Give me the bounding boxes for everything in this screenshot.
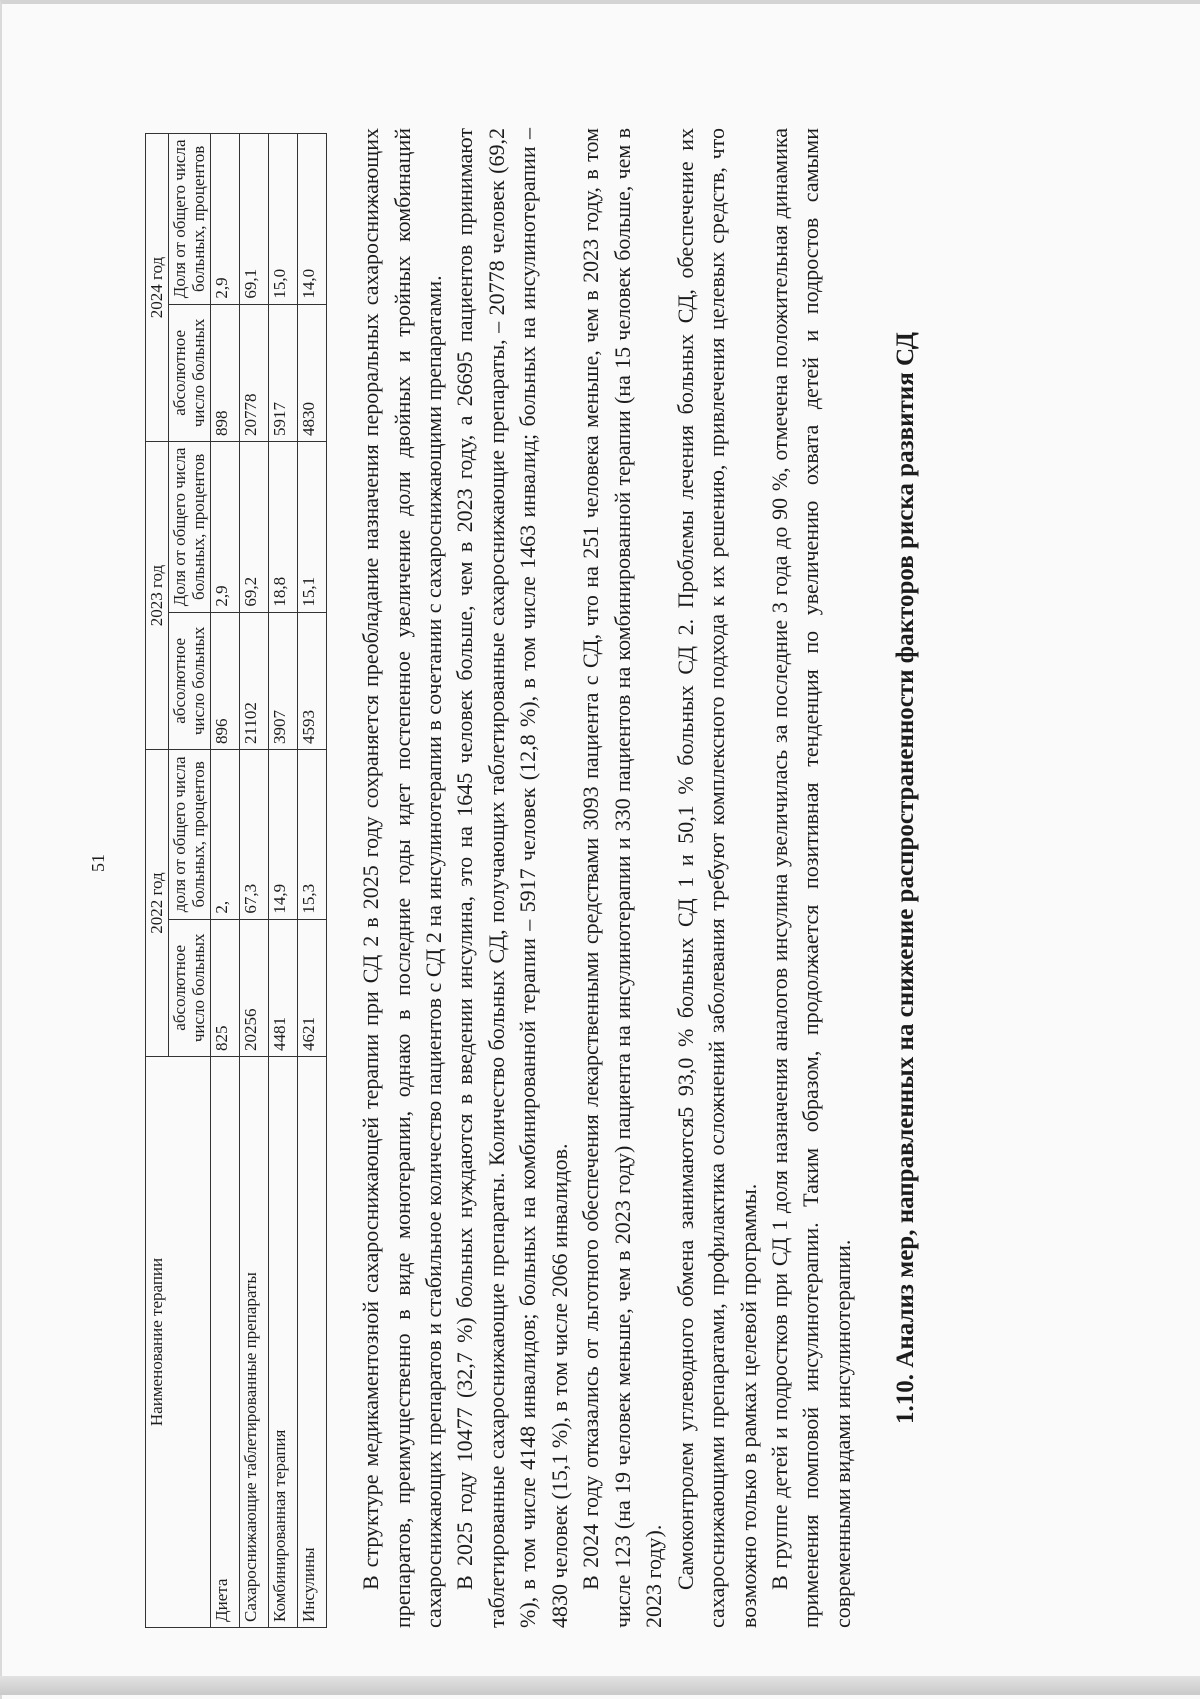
cell-value: 898 [211,304,240,441]
table-row [211,134,240,1628]
cell-value: 15,3 [298,750,327,920]
cell-value: 4593 [298,612,327,749]
subheader-absolute: абсолютное число больных [169,919,211,1056]
cell-value: 21102 [240,612,269,749]
paragraph: В 2025 году 10477 (32,7 %) больных нуждаются в введении инсулина, это на 1645 человек больше, чем в 2023 году, а 26695 пациентов принимают таблетированные сахароснижающие препараты. Количество больных СД, получающих таблетированные сахароснижающие препараты, – 20778 человек (69,2 %), в том числе 4148 инвалидов; больных на комбинированной терапии – 5917 человек (12,8 %), в том числе 1463 инвалид; больных на инсулинотерапии – 4830 человек (15,1 %), в том числе 2066 инвалидов. [452,128,572,1628]
page-number: 51 [88,854,108,872]
table-row [240,134,269,1628]
row-name: Комбинированная терапия [269,1057,298,1628]
cell-value: 14,0 [298,134,327,305]
scan-bottom-edge [0,1676,1200,1695]
cell-value: 2,9 [211,442,240,613]
table-row [298,134,327,1628]
paragraph: В 2024 году отказались от льготного обеспечения лекарственными средствами 3093 пациента с СД, что на 251 человека меньше, чем в 2023 году, в том числе 123 (на 19 человек меньше, чем в 2023 году) пациента на инсулинотерапии и 330 пациентов на комбинированной терапии (на 15 человек больше, чем в 2023 году). [578,128,667,1628]
therapy-table [145,133,327,1628]
cell-value: 20778 [240,304,269,441]
cell-value: 3907 [269,612,298,749]
cell-value: 2, [211,750,240,920]
cell-value: 825 [211,919,240,1056]
table-row [269,134,298,1628]
header-year-2023: 2023 год [146,442,169,750]
cell-value: 20256 [240,919,269,1056]
header-year-2022: 2022 год [146,750,169,1057]
cell-value: 15,0 [269,134,298,305]
section-heading: 1.10. Анализ мер, направленных на снижение распространенности факторов риска развития СД [892,332,920,1424]
header-year-2024: 2024 год [146,134,169,442]
row-name: Сахароснижающие таблетированные препараты [240,1057,269,1628]
subheader-share: Доля от общего числа больных, процентов [169,442,211,613]
paragraph: В структуре медикаментозной сахароснижающей терапии при СД 2 в 2025 году сохраняется преобладание назначения пероральных сахароснижающих препаратов, преимущественно в виде монотерапии, однако в последние годы идет постепенное увеличение доли двойных и тройных комбинаций сахароснижающих препаратов и стабильное количество пациентов с СД 2 на инсулинотерапии в сочетании с сахароснижающими препаратами. [358,128,446,1628]
cell-value: 18,8 [269,442,298,613]
cell-value: 4481 [269,919,298,1056]
subheader-absolute: абсолютное число больных [169,304,211,441]
cell-value: 15,1 [298,442,327,613]
cell-value: 4621 [298,919,327,1056]
cell-value: 67,3 [240,750,269,920]
rotated-page-content [145,128,1085,1628]
cell-value: 896 [211,612,240,749]
cell-value: 14,9 [269,750,298,920]
paragraph: Самоконтролем углеводного обмена занимаются5 93,0 % больных СД 1 и 50,1 % больных СД 2. Проблемы лечения больных СД, обеспечение их сахароснижающими препаратами, профилактика осложнений заболевания требуют комплексного подхода к их решению, привлечения целевых средств, что возможно только в рамках целевой программы. [672,128,761,1628]
cell-value: 5917 [269,304,298,441]
cell-value: 4830 [298,304,327,441]
table-header-row-years [146,134,169,1628]
row-name: Диета [211,1057,240,1628]
paragraph: В группе детей и подростков при СД 1 доля назначения аналогов инсулина увеличилась за последние 3 года до 90 %, отмечена положительная динамика применения помповой инсулинотерапии. Таким образом, продолжается позитивная тенденция по увеличению охвата детей и подростов самыми современными видами инсулинотерапии. [766,128,855,1628]
cell-value: 2,9 [211,134,240,305]
cell-value: 69,2 [240,442,269,613]
subheader-share: Доля от общего числа больных, процентов [169,134,211,305]
header-therapy-name: Наименование терапии [146,1057,211,1628]
row-name: Инсулины [298,1057,327,1628]
body-text [355,128,858,1628]
subheader-absolute: абсолютное число больных [169,612,211,749]
cell-value: 69,1 [240,134,269,305]
subheader-share: доля от общего числа больных, процентов [169,750,211,920]
